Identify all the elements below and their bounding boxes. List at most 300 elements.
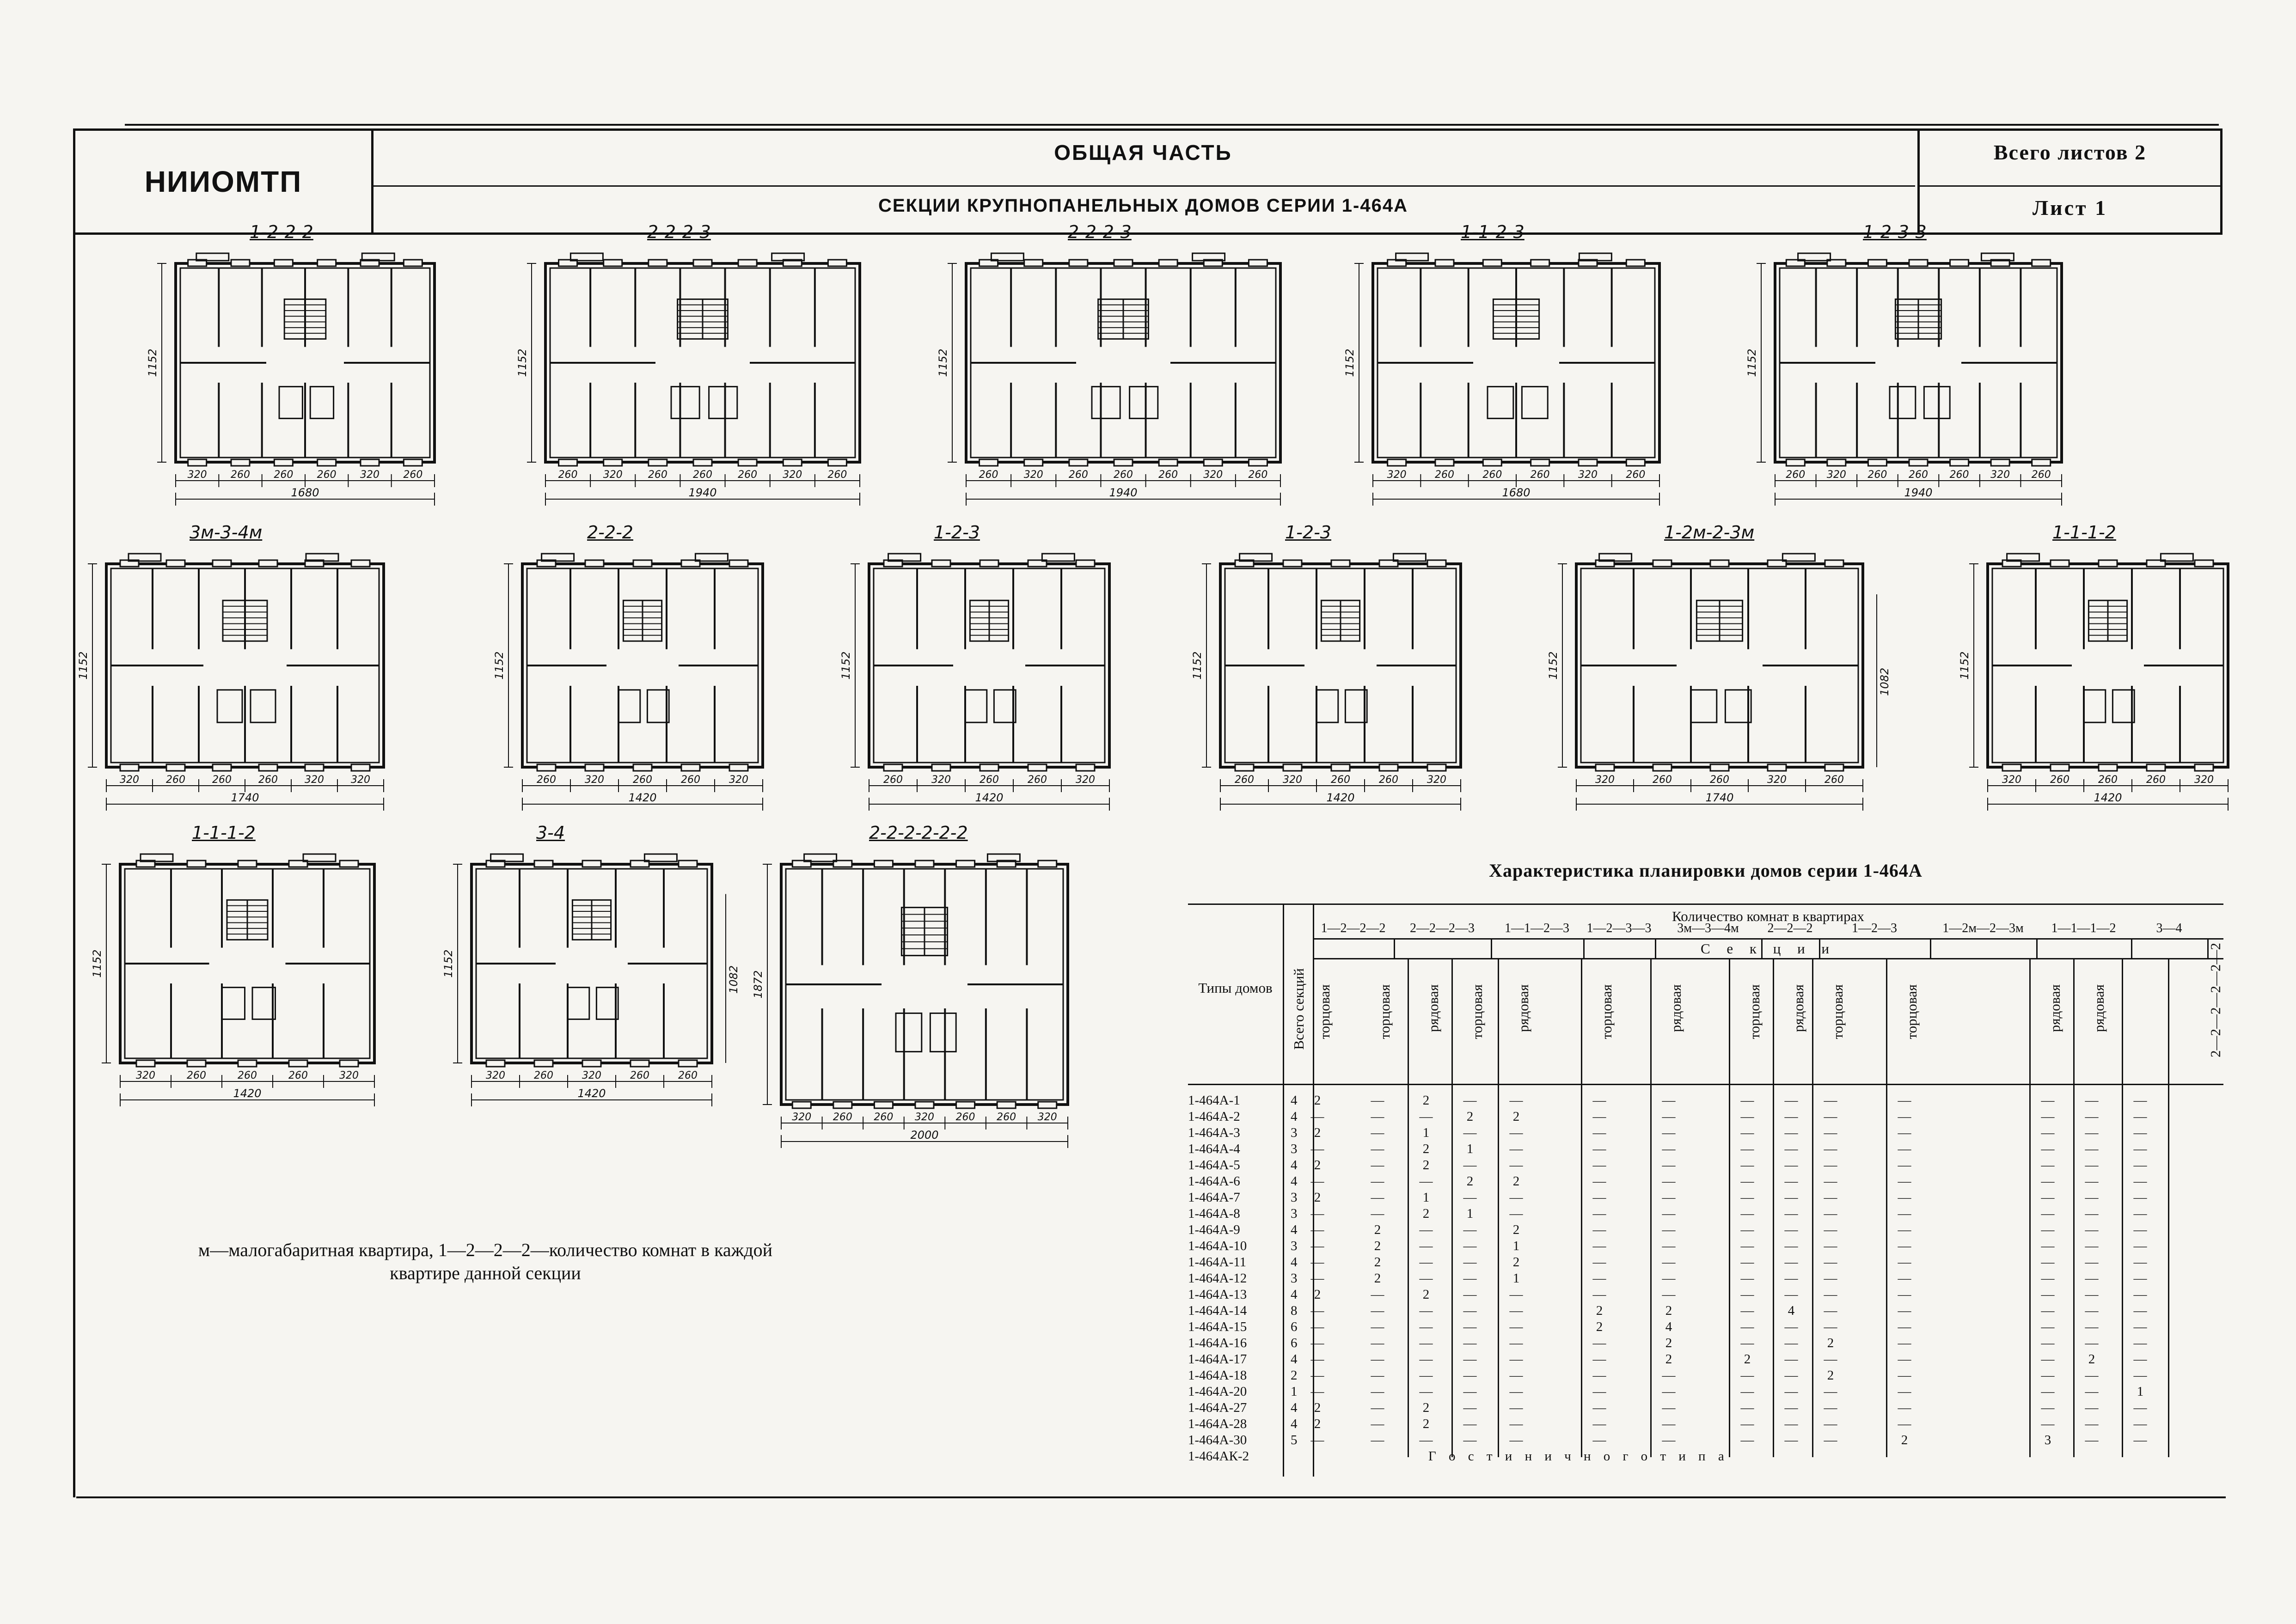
plan-total-dim: 1420	[975, 791, 1004, 804]
row-value: —	[1310, 1336, 1324, 1350]
plan-width-dim: 260	[1158, 469, 1178, 481]
row-value: —	[2041, 1093, 2055, 1108]
row-value: 1	[1466, 1142, 1474, 1156]
row-type: 1-464А-14	[1188, 1303, 1247, 1318]
plan-width-dim: 260	[1248, 469, 1268, 481]
plan-drawing	[839, 550, 1146, 846]
col-rule	[1498, 958, 1499, 1457]
row-value: —	[2041, 1206, 2055, 1221]
row-value: —	[1371, 1174, 1384, 1189]
row-value: —	[1463, 1400, 1477, 1415]
row-value: —	[1824, 1142, 1837, 1156]
row-value: —	[2085, 1336, 2099, 1350]
row-value: —	[1509, 1384, 1523, 1399]
plan-width-dim: 320	[1595, 774, 1615, 786]
row-value: —	[1740, 1239, 1754, 1253]
row-value: 2	[1596, 1303, 1603, 1318]
row-value: —	[2133, 1271, 2147, 1286]
title-divider	[371, 185, 1915, 187]
row-value: —	[2041, 1416, 2055, 1431]
row-value: —	[1740, 1174, 1754, 1189]
row-value: —	[1310, 1368, 1324, 1383]
plan-width-dim: 320	[360, 469, 380, 481]
subcol-label: рядовая	[1425, 984, 1441, 1032]
subcol-label: рядовая	[2091, 984, 2107, 1032]
row-value: —	[1509, 1352, 1523, 1367]
row-value: —	[1463, 1287, 1477, 1302]
row-type: 1-464А-10	[1188, 1239, 1247, 1253]
group-header-rule	[1313, 938, 2223, 940]
row-value: —	[2133, 1433, 2147, 1447]
plan-width-dim: 260	[630, 1070, 649, 1081]
row-type: 1-464АК-2	[1188, 1449, 1249, 1464]
plan-width-dim: 320	[1023, 469, 1043, 481]
plan-label: 1-2м-2-3м	[1664, 522, 1755, 543]
plan-total-dim: 1740	[231, 791, 259, 804]
row-value: —	[1662, 1158, 1676, 1172]
plan-width-dim: 260	[648, 469, 667, 481]
row-value: —	[1824, 1158, 1837, 1172]
row-value: —	[2085, 1109, 2099, 1124]
row-value: —	[1784, 1416, 1798, 1431]
row-type: 1-464А-20	[1188, 1384, 1247, 1399]
row-value: —	[1419, 1303, 1433, 1318]
row-value: —	[2041, 1255, 2055, 1270]
row-value: —	[1463, 1125, 1477, 1140]
row-value: —	[1898, 1093, 1911, 1108]
plan-label: 1-2-3	[934, 522, 980, 543]
row-value: —	[1740, 1271, 1754, 1286]
row-value: —	[1592, 1190, 1606, 1205]
plan-width-dim: 260	[1435, 469, 1454, 481]
row-value: —	[2133, 1206, 2147, 1221]
plan-label: 3-4	[536, 823, 565, 843]
plan-width-dim: 320	[603, 469, 623, 481]
row-value: —	[1310, 1255, 1324, 1270]
row-value: 2	[1314, 1287, 1321, 1302]
row-value: —	[1784, 1336, 1798, 1350]
row-value: —	[2041, 1352, 2055, 1367]
group-label: 1—2—3—3	[1586, 921, 1652, 935]
row-value: 2	[1314, 1190, 1321, 1205]
row-value: —	[1824, 1239, 1837, 1253]
row-value: —	[2133, 1222, 2147, 1237]
row-value: —	[1371, 1336, 1384, 1350]
row-value: —	[1784, 1093, 1798, 1108]
row-value: —	[1592, 1158, 1606, 1172]
row-value: —	[1662, 1433, 1676, 1447]
row-value: —	[1592, 1239, 1606, 1253]
plan-width-dim: 320	[1203, 469, 1223, 481]
sheet-cell	[1917, 131, 2220, 232]
group-header: Количество комнат в квартирах	[1672, 908, 1864, 924]
row-count: 3	[1291, 1206, 1298, 1221]
plan-width-dim: 260	[1867, 469, 1887, 481]
row-value: —	[1592, 1384, 1606, 1399]
plan-label: 2-2-2-3	[1068, 222, 1132, 242]
row-value: —	[1419, 1271, 1433, 1286]
plan-width-dim: 260	[955, 1111, 975, 1123]
plan-width-dim: 260	[317, 469, 337, 481]
row-value: —	[1419, 1109, 1433, 1124]
row-value: 2	[1314, 1093, 1321, 1108]
plan-total-dim: 2000	[910, 1129, 939, 1142]
row-value: —	[1419, 1433, 1433, 1447]
row-value: —	[1740, 1433, 1754, 1447]
row-value: —	[1310, 1206, 1324, 1221]
row-value: —	[1898, 1384, 1911, 1399]
row-value: —	[2085, 1384, 2099, 1399]
row-value: —	[1509, 1400, 1523, 1415]
row-value: —	[2041, 1239, 2055, 1253]
row-value: —	[2041, 1158, 2055, 1172]
row-value: —	[1824, 1174, 1837, 1189]
plan-width-dim: 260	[258, 774, 278, 786]
plan-width-dim: 320	[585, 774, 604, 786]
plan-width-dim: 260	[274, 469, 294, 481]
row-count: 8	[1291, 1303, 1298, 1318]
row-value: 2	[1422, 1416, 1430, 1431]
plan-width-dim: 320	[729, 774, 748, 786]
row-value: —	[1898, 1239, 1911, 1253]
plan-width-dim: 320	[2194, 774, 2214, 786]
row-value: —	[1463, 1416, 1477, 1431]
plan-width-dim: 320	[2002, 774, 2021, 786]
row-value: —	[1463, 1239, 1477, 1253]
row-value: —	[1662, 1400, 1676, 1415]
row-value: —	[1592, 1336, 1606, 1350]
row-value: —	[1898, 1368, 1911, 1383]
row-count: 6	[1291, 1319, 1298, 1334]
row-value: —	[2041, 1142, 2055, 1156]
row-count: 4	[1291, 1158, 1298, 1172]
plan-width-dim: 260	[537, 774, 556, 786]
col-rule	[2122, 958, 2123, 1457]
row-value: —	[1740, 1416, 1754, 1431]
row-value: 2	[1512, 1222, 1520, 1237]
col-rule	[1886, 958, 1887, 1457]
plan-width-dim: 260	[1949, 469, 1969, 481]
row-type: 1-464А-6	[1188, 1174, 1240, 1189]
row-value: —	[1784, 1158, 1798, 1172]
row-value: —	[2041, 1400, 2055, 1415]
plan-height-dim: 1152	[91, 949, 104, 978]
row-value: 2	[1422, 1093, 1430, 1108]
subcol-label: торцовая	[1746, 984, 1763, 1039]
row-value: —	[1592, 1271, 1606, 1286]
row-value: —	[1824, 1384, 1837, 1399]
row-value: —	[1371, 1206, 1384, 1221]
plan-width-dim: 260	[1482, 469, 1502, 481]
plan-drawing	[1547, 550, 1900, 846]
plan-width-dim: 320	[351, 774, 370, 786]
row-value: —	[1371, 1384, 1384, 1399]
row-value: —	[1592, 1416, 1606, 1431]
row-value: 2	[1466, 1109, 1474, 1124]
row-value: 2	[1665, 1352, 1672, 1367]
row-value: —	[1662, 1384, 1676, 1399]
org-cell	[75, 131, 373, 232]
row-type: 1-464А-5	[1188, 1158, 1240, 1172]
row-value: 2	[1665, 1336, 1672, 1350]
plan-label: 2-2-2-3	[647, 222, 711, 242]
subcol-label: торцовая	[1598, 984, 1615, 1039]
row-value: 4	[1788, 1303, 1795, 1318]
plan-width-dim: 260	[874, 1111, 894, 1123]
plan-width-dim: 260	[1028, 774, 1047, 786]
plan-height-dim: 1152	[516, 348, 529, 377]
row-value: —	[1371, 1287, 1384, 1302]
row-value: —	[2085, 1400, 2099, 1415]
row-value: —	[1310, 1222, 1324, 1237]
plan-height-dim: 1152	[1191, 651, 1204, 680]
row-type: 1-464А-17	[1188, 1352, 1247, 1367]
group-label: 2—2—2	[1767, 921, 1813, 935]
row-value: —	[1371, 1125, 1384, 1140]
row-value: —	[1898, 1109, 1911, 1124]
row-value: —	[1310, 1239, 1324, 1253]
plan-width-dim: 260	[2031, 469, 2051, 481]
row-type: 1-464А-3	[1188, 1125, 1240, 1140]
row-value: —	[1371, 1433, 1384, 1447]
row-count: 1	[1291, 1384, 1298, 1399]
row-value: 1	[1512, 1271, 1520, 1286]
plan-height-dim: 1152	[1343, 348, 1356, 377]
row-value: —	[1740, 1336, 1754, 1350]
row-value: 2	[1422, 1206, 1430, 1221]
row-value: —	[2041, 1368, 2055, 1383]
row-value: —	[1592, 1109, 1606, 1124]
col-rule	[2029, 958, 2031, 1457]
row-value: —	[2133, 1158, 2147, 1172]
row-value: —	[1463, 1271, 1477, 1286]
row-type: 1-464А-13	[1188, 1287, 1247, 1302]
plan-total-dim: 1680	[291, 486, 319, 499]
subcol-label: рядовая	[1668, 984, 1684, 1032]
row-value: —	[2133, 1142, 2147, 1156]
plan-width-dim: 260	[288, 1070, 308, 1081]
row-type: 1-464А-27	[1188, 1400, 1247, 1415]
row-value: —	[2133, 1190, 2147, 1205]
row-value: —	[2085, 1271, 2099, 1286]
row-value: —	[1662, 1222, 1676, 1237]
frame-left-line	[73, 129, 75, 1497]
plan-width-dim: 260	[979, 469, 998, 481]
plan-drawing	[752, 850, 1105, 1183]
plan-width-dim: 260	[1068, 469, 1088, 481]
row-count: 4	[1291, 1222, 1298, 1237]
row-value: —	[1371, 1190, 1384, 1205]
row-type: 1-464А-8	[1188, 1206, 1240, 1221]
row-value: —	[1463, 1319, 1477, 1334]
plan-width-dim: 320	[187, 469, 207, 481]
row-count: 4	[1291, 1255, 1298, 1270]
row-value: —	[2133, 1174, 2147, 1189]
plan-height-dim: 1152	[1745, 348, 1758, 377]
row-value: —	[1662, 1109, 1676, 1124]
row-value: —	[1662, 1368, 1676, 1383]
row-value: —	[1824, 1093, 1837, 1108]
row-value: 2	[1512, 1174, 1520, 1189]
title-cell	[371, 131, 1915, 232]
plan-height2-dim: 1082	[727, 965, 740, 994]
row-value: —	[1419, 1255, 1433, 1270]
table-top-rule	[1188, 904, 2223, 905]
row-value: —	[1463, 1368, 1477, 1383]
row-value: —	[2133, 1336, 2147, 1350]
row-value: —	[2085, 1416, 2099, 1431]
row-value: —	[1419, 1319, 1433, 1334]
row-value: —	[1740, 1368, 1754, 1383]
row-count: 4	[1291, 1109, 1298, 1124]
plan-drawing	[1958, 550, 2265, 846]
plan-label: 1-1-2-3	[1461, 222, 1525, 242]
row-value: —	[1898, 1158, 1911, 1172]
row-value: 2	[1314, 1400, 1321, 1415]
row-value: —	[2041, 1190, 2055, 1205]
row-value: —	[2041, 1287, 2055, 1302]
group-label: 1—2—2—2	[1321, 921, 1386, 935]
plan-width-dim: 320	[1283, 774, 1302, 786]
plan-total-dim: 1740	[1705, 791, 1734, 804]
row-value: —	[1824, 1255, 1837, 1270]
row-value: 2	[1314, 1416, 1321, 1431]
plan-label: 2-2-2-2-2-2	[869, 823, 968, 843]
row-value: —	[1662, 1271, 1676, 1286]
plan-height-dim: 1872	[752, 970, 765, 999]
row-value: —	[1419, 1336, 1433, 1350]
plan-width-dim: 260	[1825, 774, 1844, 786]
row-value: —	[1784, 1368, 1798, 1383]
row-value: —	[1509, 1190, 1523, 1205]
plan-total-dim: 1420	[577, 1087, 606, 1100]
row-value: —	[1740, 1093, 1754, 1108]
row-value: 2	[1422, 1400, 1430, 1415]
plan-width-dim: 260	[833, 1111, 852, 1123]
plan-label: 1-1-1-2	[192, 823, 256, 843]
plan-width-dim: 320	[1427, 774, 1446, 786]
row-value: —	[1419, 1352, 1433, 1367]
plan-total-dim: 1940	[1109, 486, 1138, 499]
row-value: —	[1824, 1206, 1837, 1221]
row-value: 2	[1422, 1287, 1430, 1302]
plan-label: 2-2-2	[587, 522, 633, 543]
plan-width-dim: 320	[1578, 469, 1598, 481]
row-value: —	[1784, 1384, 1798, 1399]
row-value: —	[1740, 1400, 1754, 1415]
plan-width-dim: 260	[1909, 469, 1928, 481]
row-value: —	[1509, 1158, 1523, 1172]
row-value: 2	[1744, 1352, 1751, 1367]
col-rule	[1729, 958, 1730, 1457]
plan-height-dim: 1152	[493, 651, 506, 680]
plan-width-dim: 260	[2050, 774, 2069, 786]
row-value: —	[1592, 1433, 1606, 1447]
row-value: —	[2041, 1222, 2055, 1237]
col-rule	[1812, 958, 1813, 1457]
row-value: —	[2041, 1303, 2055, 1318]
plan-width-dim: 260	[1114, 469, 1133, 481]
row-value: —	[2041, 1336, 2055, 1350]
row-value: —	[1898, 1206, 1911, 1221]
row-type: 1-464А-30	[1188, 1433, 1247, 1447]
row-count: 2	[1291, 1368, 1298, 1383]
row-value: —	[1310, 1352, 1324, 1367]
plan-drawing	[937, 250, 1317, 541]
row-value: —	[1463, 1336, 1477, 1350]
row-value: —	[1592, 1206, 1606, 1221]
types-col-rule	[1283, 904, 1284, 1477]
plan-total-dim: 1420	[1326, 791, 1355, 804]
plan-width-dim: 260	[2146, 774, 2166, 786]
row-value: —	[1463, 1384, 1477, 1399]
row-value: —	[1784, 1206, 1798, 1221]
row-value: —	[2085, 1093, 2099, 1108]
plan-total-dim: 1420	[2094, 791, 2122, 804]
row-value: —	[2133, 1416, 2147, 1431]
row-value: —	[1310, 1109, 1324, 1124]
row-value: —	[1898, 1255, 1911, 1270]
plan-width-dim: 320	[120, 774, 139, 786]
plan-total-dim: 1420	[233, 1087, 262, 1100]
frame-bottom-line	[76, 1496, 2226, 1498]
row-count: 3	[1291, 1239, 1298, 1253]
row-value: —	[2041, 1125, 2055, 1140]
row-value: —	[1371, 1093, 1384, 1108]
row-value: —	[1898, 1142, 1911, 1156]
row-value: —	[1310, 1271, 1324, 1286]
plan-width-dim: 260	[1379, 774, 1398, 786]
row-value: —	[1509, 1142, 1523, 1156]
plan-drawing	[1343, 250, 1696, 541]
row-type: 1-464А-28	[1188, 1416, 1247, 1431]
row-value: —	[1784, 1433, 1798, 1447]
row-value: —	[1662, 1190, 1676, 1205]
plan-width-dim: 260	[633, 774, 652, 786]
row-count: 4	[1291, 1400, 1298, 1415]
row-value: —	[1898, 1303, 1911, 1318]
row-value: 2	[1827, 1336, 1834, 1350]
row-value: 2	[1314, 1125, 1321, 1140]
plan-width-dim: 260	[212, 774, 232, 786]
row-value: —	[1898, 1271, 1911, 1286]
subcol-label: торцовая	[1904, 984, 1920, 1039]
plan-width-dim: 320	[486, 1070, 505, 1081]
row-type: 1-464А-4	[1188, 1142, 1240, 1156]
col-rule	[1408, 958, 1409, 1457]
plan-label: 1-2-2-2	[250, 222, 313, 242]
plan-width-dim: 260	[883, 774, 903, 786]
row-value: —	[2133, 1255, 2147, 1270]
row-value: 2	[1314, 1158, 1321, 1172]
group-label: 3м—3—4м	[1677, 921, 1739, 935]
row-value: 2	[1374, 1271, 1381, 1286]
plan-width-dim: 320	[1826, 469, 1846, 481]
row-value: —	[1784, 1222, 1798, 1237]
row-value: —	[1898, 1416, 1911, 1431]
row-value: —	[1592, 1222, 1606, 1237]
plan-height-dim: 1152	[1958, 651, 1971, 680]
col-rule	[2168, 958, 2169, 1457]
row-value: —	[1824, 1287, 1837, 1302]
row-count: 5	[1291, 1433, 1298, 1447]
group-label: 1—1—2—3	[1505, 921, 1569, 935]
row-value: 2	[1374, 1239, 1381, 1253]
row-value: —	[1824, 1271, 1837, 1286]
row-value: —	[1824, 1303, 1837, 1318]
sections-rule	[1313, 958, 2223, 959]
row-value: —	[1310, 1319, 1324, 1334]
